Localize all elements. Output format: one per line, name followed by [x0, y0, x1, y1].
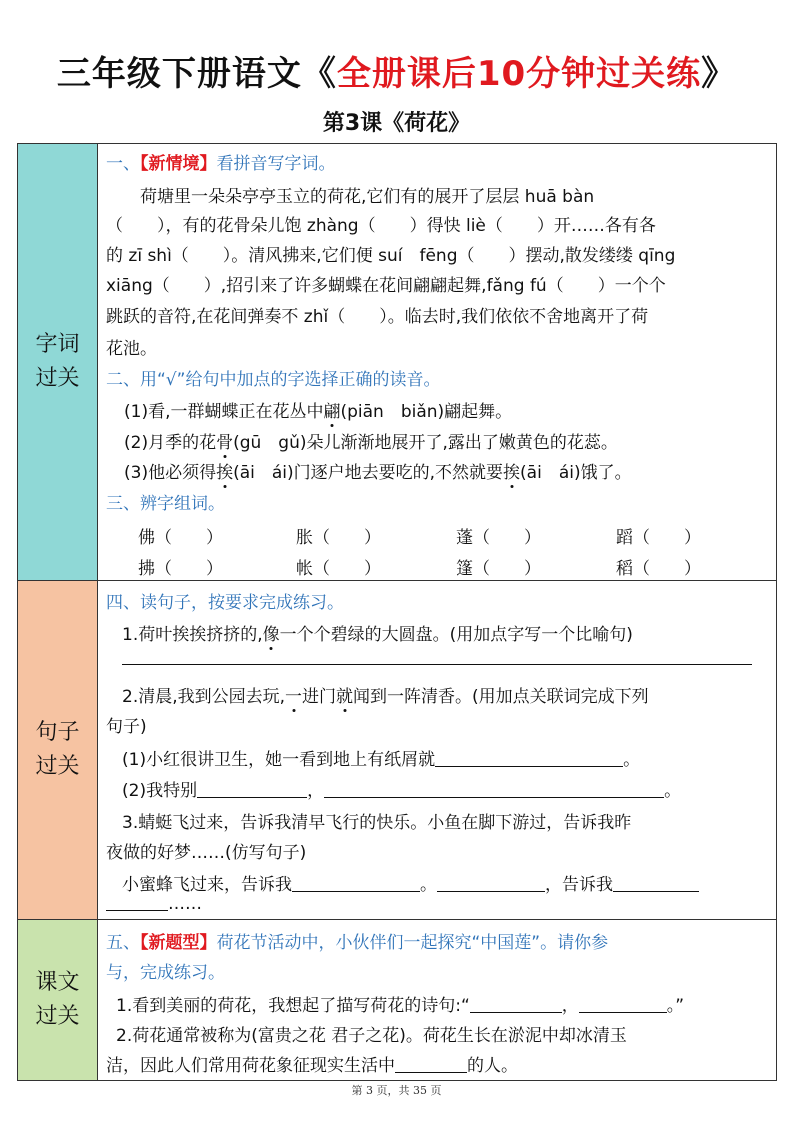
- q4-text: 2.清晨,我到公园去玩,: [122, 687, 286, 707]
- q4-text: ，: [307, 781, 325, 801]
- answer-blank[interactable]: [106, 894, 168, 911]
- q5-item: [106, 1051, 518, 1076]
- q5-text: ，: [561, 996, 579, 1016]
- q4-heading: 四、读句子，按要求完成练习。: [106, 593, 344, 613]
- title-highlight: 全册课后10分钟过关练: [336, 54, 702, 94]
- q5-tag: 【新题型】: [140, 933, 217, 953]
- q4-text: (2)我特别: [122, 781, 198, 801]
- q1-line: 跳跃的音符,在花间弹奏不 zhǐ（ ）。临去时,我们依依不舍地离开了荷: [106, 307, 649, 327]
- q2-text: (āi ái)饿了。: [520, 463, 632, 483]
- section-sentence-content: [106, 580, 768, 919]
- q2-text: (piān biǎn)翩起舞。: [340, 402, 513, 422]
- section-label-vocab: [18, 144, 98, 580]
- q1-number: 一、: [106, 154, 140, 174]
- dotted-char: 就: [336, 682, 353, 707]
- q1-heading: [106, 149, 336, 174]
- title-prefix: 三年级下册语文《: [56, 54, 337, 94]
- answer-blank[interactable]: [579, 996, 667, 1013]
- label-line: 字词: [35, 332, 80, 357]
- dotted-char: 翩: [323, 397, 340, 422]
- q4-item: [122, 620, 633, 645]
- q5-text: 洁，因此人们常用荷花象征现实生活中: [106, 1056, 395, 1076]
- q4-sub: [106, 894, 202, 914]
- q1-line: 的 zī shì（ ）。清风拂来,它们便 suí fēng（ ）摆动,散发缕缕 qīng: [106, 246, 676, 266]
- q3-cell: 蹈（ ）: [616, 528, 701, 548]
- q4-text: (1)小红很讲卫生，她一看到地上有纸屑就: [122, 750, 436, 770]
- q1-line: 花池。: [106, 339, 157, 359]
- q3-cell: 拂（ ）: [138, 559, 223, 579]
- q3-cell: 稻（ ）: [616, 559, 701, 579]
- q4-text: 1.荷叶挨挨挤挤的,: [122, 625, 263, 645]
- q2-text: (3)他必须得: [124, 463, 217, 483]
- answer-blank[interactable]: [613, 875, 699, 892]
- answer-blank[interactable]: [395, 1056, 467, 1073]
- q1-line: xiāng（ ）,招引来了许多蝴蝶在花间翩翩起舞,fǎng fú（ ）一个个: [106, 276, 666, 296]
- q4-text: 夜做的好梦……(仿写句子): [106, 843, 307, 863]
- q2-text: (āi ái)门逐户地去要吃的,不然就要: [233, 463, 504, 483]
- q2-text: (2)月季的花: [124, 433, 217, 453]
- q4-text: 。: [420, 875, 437, 895]
- section-label-text: [18, 919, 98, 1080]
- q3-cell: 篷（ ）: [456, 559, 541, 579]
- dotted-char: 挨: [503, 458, 520, 483]
- label-line: 过关: [35, 366, 80, 391]
- q5-number: 五、: [106, 933, 140, 953]
- q4-text: 一个个碧绿的大圆盘。(用加点字写一个比喻句): [279, 625, 633, 645]
- q4-sub: [122, 870, 699, 895]
- q5-instruction: 荷花节活动中，小伙伴们一起探究“中国莲”。请你参: [216, 933, 609, 953]
- q1-tag: 【新情境】: [140, 154, 217, 174]
- q4-text: 小蜜蜂飞过来，告诉我: [122, 875, 292, 895]
- page-number: 第 3 页，共 35 页: [351, 1084, 442, 1097]
- answer-blank[interactable]: [435, 750, 623, 767]
- q1-instruction: 看拼音写字词。: [216, 154, 336, 174]
- q4-sub: [122, 745, 640, 770]
- q4-item: [122, 682, 649, 707]
- answer-blank[interactable]: [324, 781, 664, 798]
- label-line: 过关: [35, 1003, 80, 1029]
- section-text-content: [106, 919, 768, 1080]
- lesson-subtitle: 第3课《荷花》: [322, 111, 471, 136]
- section-label-sentence: [18, 580, 98, 919]
- q2-text: (1)看,一群蝴蝶正在花丛中: [124, 402, 324, 422]
- q1-line: 荷塘里一朵朵亭亭玉立的荷花,它们有的展开了层层 huā bàn: [140, 187, 595, 207]
- title-suffix: 》: [701, 54, 737, 94]
- q5-text: 。”: [666, 996, 685, 1016]
- answer-blank[interactable]: [292, 875, 420, 892]
- dotted-char: 一: [285, 682, 302, 707]
- q4-text: ，告诉我: [545, 875, 613, 895]
- q5-instruction-cont: 与，完成练习。: [106, 963, 225, 983]
- q2-item: [124, 428, 618, 453]
- page-title: [0, 46, 793, 95]
- q4-text: 闻到一阵清香。(用加点关联词完成下列: [353, 687, 649, 707]
- q2-heading: 二、用“√”给句中加点的字选择正确的读音。: [106, 370, 441, 390]
- label-line: 过关: [35, 753, 80, 779]
- answer-blank[interactable]: [197, 781, 307, 798]
- q2-text: (gū gǔ)朵儿渐渐地展开了,露出了嫩黄色的花蕊。: [233, 433, 618, 453]
- q3-cell: 帐（ ）: [296, 559, 381, 579]
- exercise-table: [17, 143, 777, 1081]
- dotted-char: 挨: [216, 458, 233, 483]
- label-line: 课文: [35, 969, 80, 995]
- q5-item: [116, 991, 684, 1016]
- q4-text: 。: [664, 781, 682, 801]
- q3-cell: 胀（ ）: [296, 528, 381, 548]
- q3-heading: 三、辨字组词。: [106, 494, 225, 514]
- answer-blank[interactable]: [470, 996, 562, 1013]
- q4-text: 句子): [106, 717, 147, 737]
- dotted-char: 像: [263, 620, 280, 645]
- q5-text: 2.荷花通常被称为(富贵之花 君子之花)。荷花生长在淤泥中却冰清玉: [116, 1026, 627, 1046]
- q3-cell: 佛（ ）: [138, 528, 223, 548]
- label-line: 句子: [35, 719, 80, 745]
- dotted-char: 骨: [216, 428, 233, 453]
- q5-heading: [106, 928, 608, 953]
- q4-text: 。: [623, 750, 641, 770]
- q3-cell: 蓬（ ）: [456, 528, 541, 548]
- q1-line: （ ），有的花骨朵儿饱 zhàng（ ）得快 liè（ ）开……各有各: [106, 216, 656, 236]
- section-vocab-content: [106, 144, 768, 580]
- answer-blank[interactable]: [437, 875, 545, 892]
- answer-line[interactable]: [122, 664, 752, 665]
- q4-text: 进门: [302, 687, 337, 707]
- q2-item: [124, 458, 632, 483]
- q4-text: ……: [168, 894, 202, 914]
- q5-text: 1.看到美丽的荷花，我想起了描写荷花的诗句:“: [116, 996, 470, 1016]
- q4-sub: [122, 776, 681, 801]
- q5-text: 的人。: [467, 1056, 518, 1076]
- q4-text: 3.蜻蜓飞过来，告诉我清早飞行的快乐。小鱼在脚下游过，告诉我昨: [122, 813, 632, 833]
- q2-item: [124, 397, 512, 422]
